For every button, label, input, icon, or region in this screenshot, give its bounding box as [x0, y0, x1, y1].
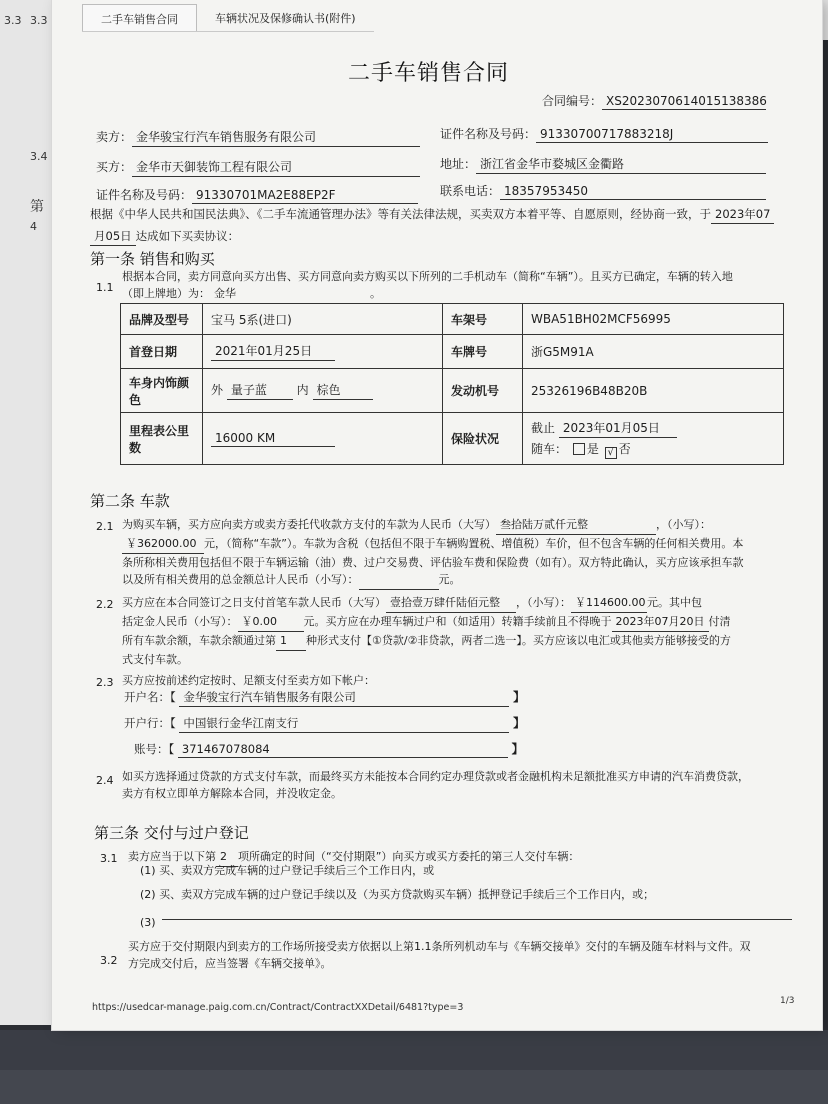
insurance-prefix: 截止	[531, 420, 556, 435]
buyer-id-value: 91330701MA2E88EP2F	[192, 188, 418, 204]
insurance-label: 保险状况	[443, 413, 523, 465]
tab-vehicle-warranty[interactable]: 车辆状况及保修确认书(附件)	[215, 12, 356, 25]
clause-number: 2.1	[96, 520, 114, 533]
first-payment-lowercase: ￥114600.00	[571, 594, 647, 613]
address-row	[440, 155, 766, 174]
delivery-option-2: (2) 买、卖双方完成车辆的过户登记手续以及（为买方贷款购买车辆）抵押登记手续后三个工作日内，或；	[140, 888, 655, 901]
clause-3-2	[128, 938, 751, 972]
clause-text: 以及所有相关费用的总金额总计人民币（小写）：	[122, 573, 359, 586]
contract-page	[4, 0, 822, 1030]
table-row	[121, 413, 784, 465]
buyer-id-row	[96, 186, 418, 204]
clause-number: 2.4	[96, 774, 114, 787]
interior-color: 棕色	[313, 381, 373, 400]
engine-label: 发动机号	[443, 369, 523, 413]
checkbox-yes[interactable]	[573, 443, 585, 455]
seller-id-label: 证件名称及号码：	[440, 127, 537, 141]
phone-label: 联系电话：	[440, 184, 501, 198]
clause-text: 如买方选择通过贷款的方式支付车款，而最终买方未能按本合同约定办理贷款或者金融机构未足额批准买方申请的汽车消费贷款，	[122, 770, 749, 783]
clause-text: 卖方有权立即单方解除本合同，并没收定金。	[122, 787, 342, 800]
insurance-cell	[523, 413, 784, 465]
bank-value: 中国银行金华江南支行	[179, 715, 509, 733]
brand-value: 宝马 5系(进口)	[203, 304, 443, 335]
vin-label: 车架号	[443, 304, 523, 335]
phone-value: 18357953450	[500, 184, 766, 200]
clause-2-1	[122, 516, 744, 590]
buyer-label: 买方：	[96, 160, 133, 174]
clause-text: 付清	[708, 615, 731, 628]
mileage-cell	[203, 413, 443, 465]
footer-url: https://usedcar-manage.paig.com.cn/Contract/ContractXXDetail/6481?type=3	[92, 1002, 464, 1013]
delivery-option: 2	[216, 848, 238, 867]
bank-label: 开户行：【	[124, 716, 176, 730]
payment-deadline: 2023年07月20日	[612, 613, 709, 632]
with-car-label: 随车：	[531, 441, 568, 456]
clause-text: 元。买方应在办理车辆过户和（如适用）转籍手续前且不得晚于	[303, 615, 612, 628]
contract-number-value: XS20230706140151383​86	[602, 94, 766, 110]
clause-number: 2.2	[96, 598, 114, 611]
underlying-mark: 3.3	[30, 14, 48, 27]
engine-value: 25326196B48B20B	[523, 369, 784, 413]
interior-prefix: 内	[296, 383, 309, 397]
article-2-heading: 第二条 车款	[90, 492, 170, 510]
total-amount-blank	[359, 571, 439, 590]
preamble-text: 根据《中华人民共和国民法典》、《二手车流通管理办法》等有关法律法规，买卖双方本着平等、自愿原则，经协商一致，于	[90, 207, 711, 221]
checkbox-no[interactable]: √	[605, 447, 617, 459]
clause-2-2	[122, 594, 731, 668]
clause-text: ，（小写）：	[516, 596, 571, 609]
clause-text: 所有车款余额，车款余额通过第	[122, 634, 276, 647]
phone-row	[440, 182, 766, 200]
clause-text: 括定金人民币（小写）：	[122, 615, 238, 628]
clause-number: 3.1	[100, 852, 118, 865]
mileage-label: 里程表公里数	[121, 413, 203, 465]
clause-text: 元。其中包	[647, 596, 702, 609]
clause-text: 项所确定的时间（“交付期限”）向买方或买方委托的第三人交付车辆：	[238, 850, 580, 863]
seller-id-value: 91330700717883218J	[536, 127, 768, 143]
option-no-label: 否	[618, 441, 631, 456]
mileage-value: 16000 KM	[211, 431, 335, 447]
clause-text: 元。	[438, 573, 461, 586]
preamble-date: 月05日	[90, 228, 136, 246]
reg-date-value: 2021年01月25日	[211, 342, 335, 361]
clause-text: 根据本合同，卖方同意向买方出售、买方同意向卖方购买以下所列的二手机动车（简称“车辆”）。且买方已确定，车辆的转入地	[122, 270, 733, 283]
clause-text: 种形式支付【①贷款/②非贷款，两者二选一】。买方应该以电汇或其他卖方能够接受的方	[306, 634, 731, 647]
plate-value: 浙G5M91A	[523, 335, 784, 369]
exterior-prefix: 外	[211, 383, 224, 397]
page-marker: 3.3	[4, 14, 22, 27]
seller-label: 卖方：	[96, 130, 133, 144]
clause-text: （即上牌地）为：	[122, 287, 210, 300]
address-value: 浙江省金华市婺城区金衢路	[476, 155, 766, 174]
clause-2-3: 买方应按前述约定按时、足额支付至卖方如下帐户：	[122, 674, 375, 687]
clause-text: 方完成交付后，应当签署《车辆交接单》。	[128, 957, 332, 970]
preamble-line-1	[90, 206, 774, 224]
color-cell	[203, 369, 443, 413]
account-number-value: 371467078084	[178, 742, 508, 758]
article-3-heading: 第三条 交付与过户登记	[94, 824, 249, 842]
bracket: 】	[513, 716, 526, 730]
preamble-text: 达成如下买卖协议：	[135, 229, 240, 243]
clause-text: 为购买车辆，买方应向卖方或卖方委托代收款方支付的车款为人民币（大写）	[122, 518, 496, 531]
seller-value: 金华骏宝行汽车销售服务有限公司	[132, 128, 420, 147]
address-label: 地址：	[440, 157, 477, 171]
contract-number	[542, 92, 766, 110]
account-number-row	[134, 740, 524, 758]
clause-text: 式支付车款。	[122, 653, 188, 666]
delivery-option-1: (1) 买、卖双方完成车辆的过户登记手续后三个工作日内，或	[140, 864, 435, 877]
buyer-value: 金华市天御装饰工程有限公司	[132, 158, 420, 177]
preamble-date: 2023年07	[711, 206, 774, 224]
registration-place: 金华	[210, 285, 370, 304]
footer-page-number: 1/3	[780, 996, 795, 1006]
clause-number: 1.1	[96, 281, 114, 294]
clause-2-4	[122, 768, 749, 802]
clause-text: 元，（简称“车款”）。车款为含税（包括但不限于车辆购置税、增值税）车价，但不包含车辆的任何相关费用。本	[204, 537, 744, 550]
clause-1-1: 根据本合同，卖方同意向买方出售、买方同意向卖方购买以下所列的二手机动车（简称“车辆”）。且买方已确定，车辆的转入地 （即上牌地）为： 金华 。	[122, 268, 733, 304]
delivery-option-3: (3)	[140, 916, 156, 929]
option-yes-label: 是	[586, 441, 599, 456]
contract-number-label: 合同编号：	[542, 94, 603, 108]
color-label: 车身内饰颜色	[121, 369, 203, 413]
vin-value: WBA51BH02MCF56995	[523, 304, 784, 335]
bank-row	[124, 714, 525, 733]
price-lowercase: ￥362000.00	[122, 535, 204, 554]
reg-date-label: 首登日期	[121, 335, 203, 369]
clause-text: 卖方应当于以下第	[128, 850, 216, 863]
seller-id-row	[440, 125, 768, 143]
vehicle-info-table	[120, 303, 784, 465]
price-uppercase: 叁拾陆万贰仟元整	[496, 516, 656, 535]
clause-text: ，（小写）：	[656, 518, 711, 531]
buyer-row	[96, 158, 420, 177]
table-row	[121, 369, 784, 413]
tab-bar	[82, 4, 374, 32]
account-name-label: 开户名：【	[124, 690, 176, 704]
account-number-label: 账号：【	[134, 742, 175, 756]
seller-row	[96, 128, 420, 147]
exterior-color: 量子蓝	[227, 381, 293, 400]
clause-text: 条所称相关费用包括但不限于车辆运输（油）费、过户交易费、评估验车费和保险费（如有）。双方特此确认，买方应该承担车款	[122, 556, 744, 569]
underlying-mark: 第	[30, 199, 44, 215]
plate-label: 车牌号	[443, 335, 523, 369]
table-row	[121, 335, 784, 369]
buyer-id-label: 证件名称及号码：	[96, 188, 193, 202]
clause-text: 买方应在本合同签订之日支付首笔车款人民币（大写）	[122, 596, 386, 609]
table-row	[121, 304, 784, 335]
deposit-amount: ￥0.00	[238, 613, 304, 632]
underlying-mark: 4	[30, 220, 37, 233]
payment-method: 1	[276, 632, 306, 651]
delivery-option-3-blank	[162, 904, 792, 920]
article-1-heading: 第一条 销售和购买	[90, 250, 215, 268]
document-title: 二手车销售合同	[348, 61, 510, 86]
account-name-value: 金华骏宝行汽车销售服务有限公司	[179, 689, 509, 707]
clause-text: 买方应于交付期限内到卖方的工作场所接受卖方依据以上第1.1条所列机动车与《车辆交接单》交付的车辆及随车材料与文件。双	[128, 940, 751, 953]
account-name-row	[124, 688, 525, 707]
preamble-line-2	[90, 228, 239, 246]
reg-date-cell	[203, 335, 443, 369]
bracket: 】	[513, 690, 526, 704]
tab-sales-contract[interactable]: 二手车销售合同	[82, 4, 197, 31]
first-payment-uppercase: 壹拾壹万肆仟陆佰元整	[386, 594, 516, 613]
bracket: 】	[511, 742, 524, 756]
underlying-mark: 3.4	[30, 150, 48, 163]
clause-number: 3.2	[100, 954, 118, 967]
insurance-date: 2023年01月05日	[559, 419, 677, 438]
desk-surface	[0, 1070, 828, 1104]
brand-label: 品牌及型号	[121, 304, 203, 335]
clause-number: 2.3	[96, 676, 114, 689]
